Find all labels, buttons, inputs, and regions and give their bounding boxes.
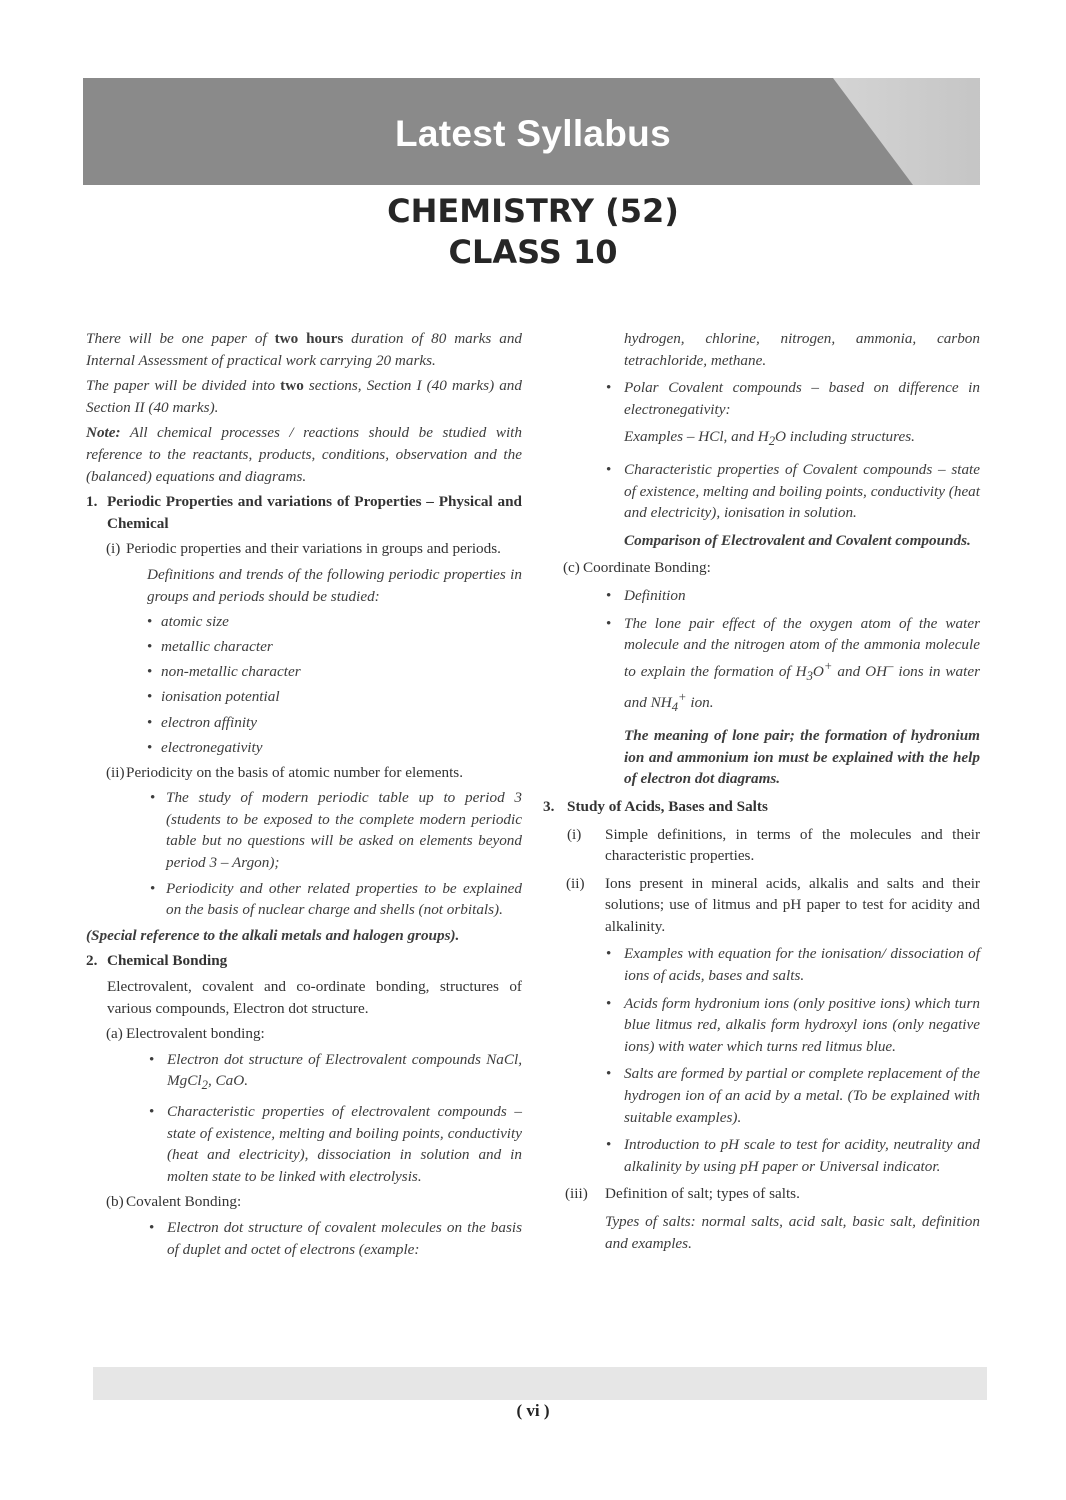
covalent-list-start [86,1217,522,1260]
list-item: • Salts are formed by partial or complete replacement of the hydrogen ion of an acid by a metal. (To be explained with suitable examples). [543,1063,980,1128]
list-item: • The study of modern periodic table up to period 3 (students to be exposed to the complete modern periodic table but no questions will be asked on elements beyond period 3 – Argon); [86,787,522,873]
topic-3-heading: 3. Study of Acids, Bases and Salts [543,797,768,815]
list-item: • Characteristic properties of Covalent compounds – state of existence, melting and boiling points, conductivity (heat and electricity), ionisation in solution. [543,459,980,524]
topic-2-item-c: (c) Coordinate Bonding: [563,559,711,577]
list-item: • ionisation potential [86,686,522,708]
list-item: • electronegativity [86,737,522,759]
covalent-bullet-1-part1: Electron dot structure of covalent molecules on the basis of duplet and octet of electrons (example: [167,1219,522,1258]
banner-title: Latest Syllabus [395,113,671,154]
page-number: ( vi ) [516,1401,550,1420]
periodicity-list [86,787,522,921]
topic-2-item-a: (a) Electrovalent bonding: [106,1025,265,1043]
class-title: CLASS 10 [448,233,618,271]
subject-title: CHEMISTRY (52) [387,192,679,230]
list-item: • The lone pair effect of the oxygen atom of the water molecule and the nitrogen atom of the ammonia molecule to explain the formation of $H_3O^+$ and OH– ions in water and $NH_4^+$ ion. [543,613,980,720]
list-item: • metallic character [86,636,522,658]
covalent-examples: Examples – HCl, and $H_2O$ including structures. [624,428,915,449]
acids-bases-list [543,943,980,1177]
list-item: • electron affinity [86,712,522,734]
topic-2-description: Electrovalent, covalent and co-ordinate bonding, structures of various compounds, Electron dot structure. [107,978,522,1017]
topic-2-item-b: (b) Covalent Bonding: [106,1193,242,1211]
special-reference-note: (Special reference to the alkali metals and halogen groups). [86,926,460,944]
intro-paragraph-2: The paper will be divided into two sections, Section I (40 marks) and Section II (40 marks). [86,377,522,416]
footer-bar [93,1367,987,1400]
topic-2-heading: 2. Chemical Bonding [86,952,228,970]
comparison-note: Comparison of Electrovalent and Covalent compounds. [624,531,971,549]
left-column [86,328,522,1260]
coordinate-list [543,585,980,719]
list-item: • Examples with equation for the ionisation/ dissociation of ions of acids, bases and salts. [543,943,980,986]
types-of-salts: Types of salts: normal salts, acid salt, basic salt, definition and examples. [605,1213,980,1252]
list-item: • Acids form hydronium ions (only positive ions) which turn blue litmus red, alkalis form hydroxyl ions (only negative ions) with water which turns red litmus blue. [543,993,980,1058]
topic-1-heading: 1. Periodic Properties and variations of Properties – Physical and Chemical [86,493,522,532]
lone-pair-note: The meaning of lone pair; the formation of hydronium ion and ammonium ion must be explained with the help of electron dot diagrams. [624,727,980,788]
covalent-bullet-1-continued: hydrogen, chlorine, nitrogen, ammonia, carbon tetrachloride, methane. [624,330,980,369]
covalent-properties-list [543,459,980,524]
topic-1-item-ii: (ii) Periodicity on the basis of atomic number for elements. [106,763,463,781]
topic-3-item-i: (i) Simple definitions, in terms of the molecules and their characteristic properties. [567,825,980,865]
topic-3-item-iii: (iii) Definition of salt; types of salts. [565,1185,800,1203]
periodic-properties-list [86,611,522,758]
list-item: • Electron dot structure of Electrovalent compounds NaCl, MgCl$_2$, CaO. [86,1049,522,1097]
topic-1-item-i: (i) Periodic properties and their variations in groups and periods. [106,540,501,558]
list-item: • non-metallic character [86,661,522,683]
list-item: • Definition [543,585,980,607]
list-item: • atomic size [86,611,522,633]
covalent-list [543,377,980,420]
list-item: • Characteristic properties of electrovalent compounds – state of existence, melting and boiling points, conductivity (heat and electricity), dissociation in solution and in molten state to be linked with electrolysis. [86,1101,522,1187]
list-item: • Introduction to pH scale to test for acidity, neutrality and alkalinity by using pH paper or Universal indicator. [543,1134,980,1177]
topic-1-i-description: Definitions and trends of the following periodic properties in groups and periods should be studied: [147,565,522,605]
right-column [543,328,980,1254]
intro-paragraph-1: There will be one paper of two hours duration of 80 marks and Internal Assessment of practical work carrying 20 marks. [86,330,523,369]
list-item [86,1217,522,1260]
list-item: • Periodicity and other related properties to be explained on the basis of nuclear charge and shells (not orbitals). [86,878,522,921]
electrovalent-list [86,1049,522,1188]
topic-3-item-ii: (ii) Ions present in mineral acids, alkalis and salts and their solutions; use of litmus and pH paper to test for acidity and alkalinity. [566,874,980,935]
note-paragraph: Note: All chemical processes / reactions should be studied with reference to the reactants, products, conditions, observation and the (balanced) equations and diagrams. [86,424,522,485]
list-item: • Polar Covalent compounds – based on difference in electronegativity: [543,377,980,420]
